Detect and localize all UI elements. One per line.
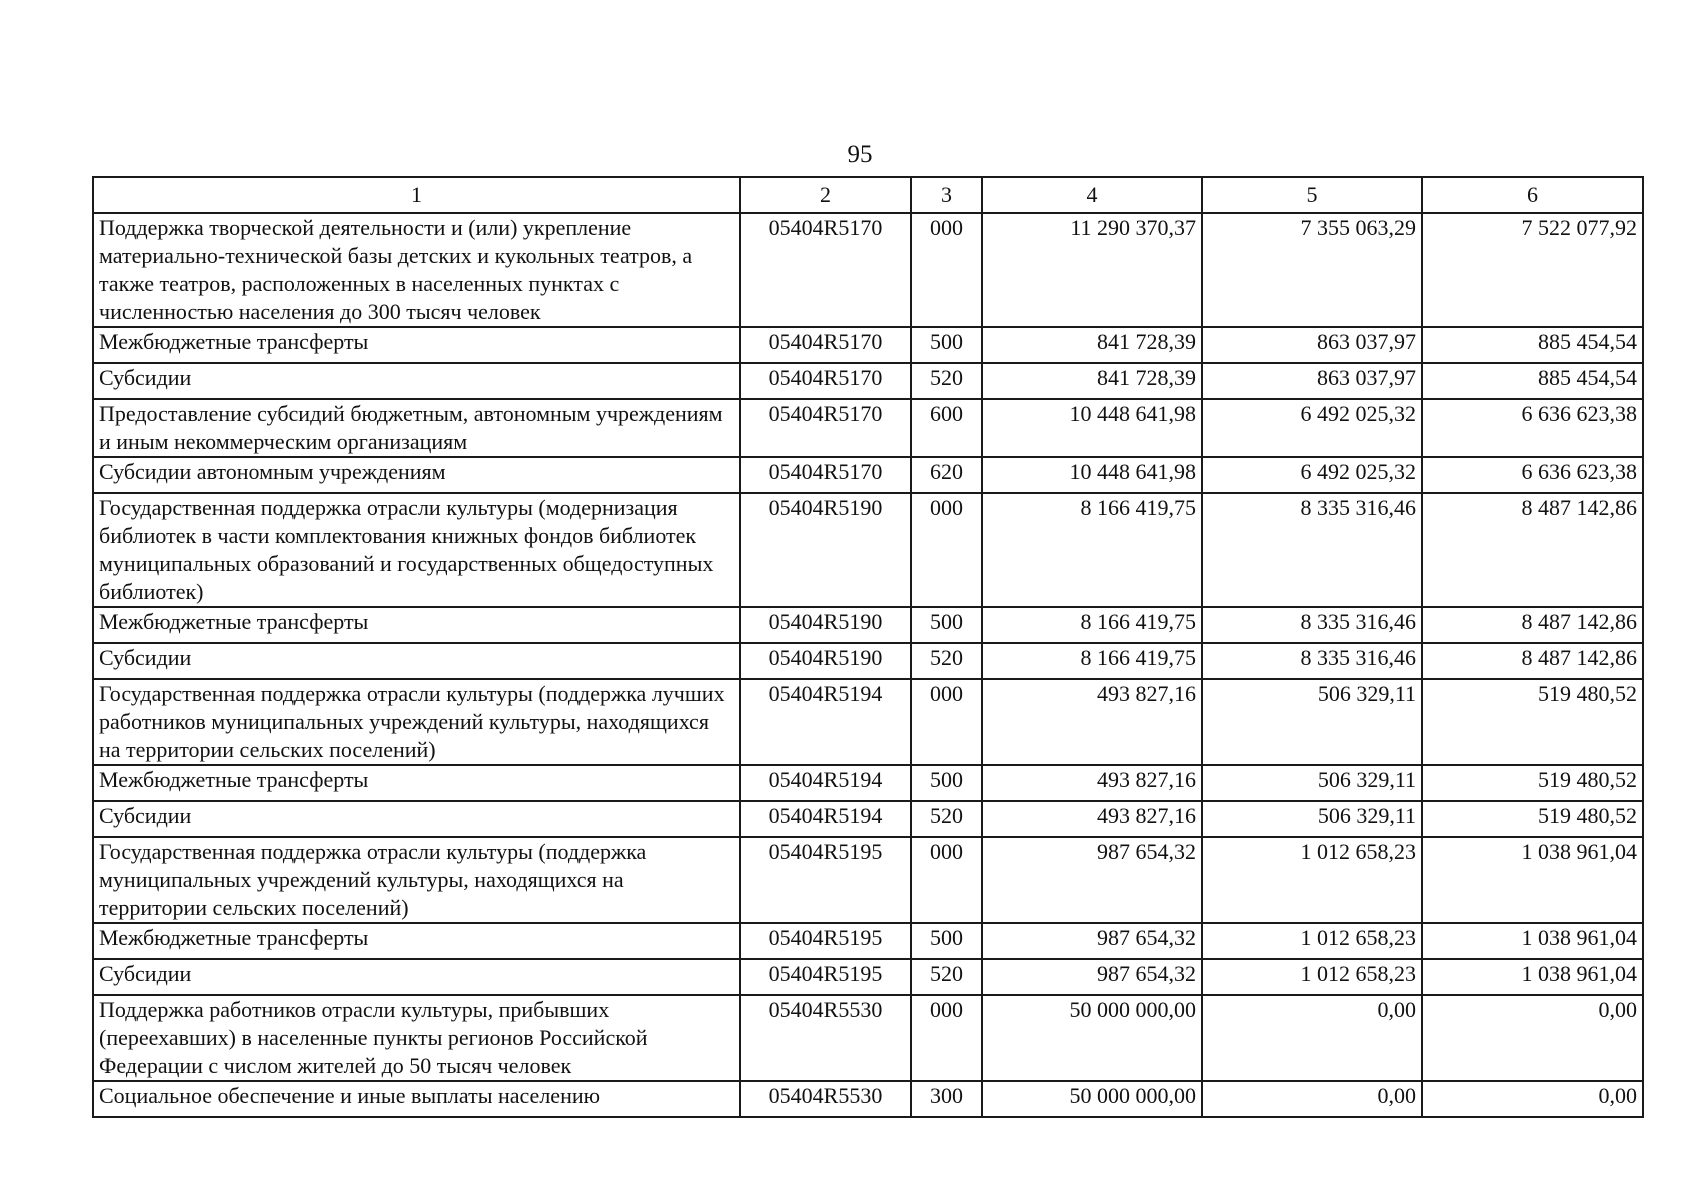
- table-row: [93, 679, 1643, 765]
- row-code: 05404R5195: [740, 837, 911, 923]
- row-code: 05404R5195: [740, 959, 911, 995]
- row-name: Межбюджетные трансферты: [93, 923, 740, 959]
- table-row: [93, 765, 1643, 801]
- row-type: 520: [911, 643, 982, 679]
- table-row: [93, 643, 1643, 679]
- table-row: [93, 493, 1643, 607]
- row-value-6: 8 487 142,86: [1422, 607, 1643, 643]
- row-value-5: 8 335 316,46: [1202, 643, 1422, 679]
- row-value-5: 506 329,11: [1202, 801, 1422, 837]
- row-name: Субсидии: [93, 363, 740, 399]
- row-value-4: 8 166 419,75: [982, 643, 1202, 679]
- row-code: 05404R5195: [740, 923, 911, 959]
- row-value-5: 8 335 316,46: [1202, 493, 1422, 607]
- row-value-4: 8 166 419,75: [982, 607, 1202, 643]
- table-row: [93, 607, 1643, 643]
- row-type: 500: [911, 923, 982, 959]
- row-value-4: 10 448 641,98: [982, 457, 1202, 493]
- row-name: Государственная поддержка отрасли культуры (модернизация библиотек в части комплектования книжных фондов библиотек муниципальных образований и государственных общедоступных библиотек): [93, 493, 740, 607]
- row-value-4: 987 654,32: [982, 923, 1202, 959]
- row-name: Предоставление субсидий бюджетным, автономным учреждениям и иным некоммерческим организациям: [93, 399, 740, 457]
- row-value-5: 1 012 658,23: [1202, 959, 1422, 995]
- row-name: Межбюджетные трансферты: [93, 765, 740, 801]
- row-value-6: 519 480,52: [1422, 801, 1643, 837]
- row-type: 500: [911, 327, 982, 363]
- row-name: Государственная поддержка отрасли культуры (поддержка муниципальных учреждений культуры, находящихся на территории сельских поселений): [93, 837, 740, 923]
- row-value-4: 50 000 000,00: [982, 995, 1202, 1081]
- row-value-5: 506 329,11: [1202, 679, 1422, 765]
- row-value-5: 863 037,97: [1202, 363, 1422, 399]
- row-name: Субсидии: [93, 801, 740, 837]
- row-code: 05404R5190: [740, 607, 911, 643]
- table-row: [93, 363, 1643, 399]
- column-header: 6: [1422, 177, 1643, 213]
- row-name: Субсидии: [93, 959, 740, 995]
- row-value-5: 1 012 658,23: [1202, 837, 1422, 923]
- row-value-4: 841 728,39: [982, 327, 1202, 363]
- row-value-4: 493 827,16: [982, 679, 1202, 765]
- row-name: Субсидии автономным учреждениям: [93, 457, 740, 493]
- row-type: 000: [911, 213, 982, 327]
- row-value-6: 885 454,54: [1422, 363, 1643, 399]
- row-code: 05404R5170: [740, 327, 911, 363]
- row-name: Поддержка работников отрасли культуры, прибывших (переехавших) в населенные пункты регионов Российской Федерации с числом жителей до 50 тысяч человек: [93, 995, 740, 1081]
- row-value-4: 493 827,16: [982, 801, 1202, 837]
- row-type: 620: [911, 457, 982, 493]
- row-name: Государственная поддержка отрасли культуры (поддержка лучших работников муниципальных учреждений культуры, находящихся на территории сельских поселений): [93, 679, 740, 765]
- table-row: [93, 995, 1643, 1081]
- row-code: 05404R5194: [740, 679, 911, 765]
- row-type: 600: [911, 399, 982, 457]
- row-value-6: 885 454,54: [1422, 327, 1643, 363]
- row-type: 000: [911, 679, 982, 765]
- row-name: Социальное обеспечение и иные выплаты населению: [93, 1081, 740, 1117]
- row-value-4: 987 654,32: [982, 837, 1202, 923]
- row-value-5: 863 037,97: [1202, 327, 1422, 363]
- row-value-6: 8 487 142,86: [1422, 493, 1643, 607]
- table-row: [93, 327, 1643, 363]
- row-code: 05404R5170: [740, 363, 911, 399]
- column-header: 5: [1202, 177, 1422, 213]
- row-name: Поддержка творческой деятельности и (или) укрепление материально-технической базы детских и кукольных театров, а также театров, расположенных в населенных пунктах с численностью населения до 300 тысяч человек: [93, 213, 740, 327]
- row-value-5: 8 335 316,46: [1202, 607, 1422, 643]
- row-type: 300: [911, 1081, 982, 1117]
- row-type: 000: [911, 493, 982, 607]
- table-row: [93, 1081, 1643, 1117]
- row-code: 05404R5530: [740, 1081, 911, 1117]
- row-code: 05404R5170: [740, 213, 911, 327]
- table-row: [93, 923, 1643, 959]
- column-header: 4: [982, 177, 1202, 213]
- row-code: 05404R5530: [740, 995, 911, 1081]
- page-number: 95: [847, 141, 873, 168]
- row-type: 520: [911, 363, 982, 399]
- row-value-5: 0,00: [1202, 1081, 1422, 1117]
- row-value-4: 8 166 419,75: [982, 493, 1202, 607]
- row-type: 500: [911, 607, 982, 643]
- row-value-5: 6 492 025,32: [1202, 399, 1422, 457]
- row-value-4: 987 654,32: [982, 959, 1202, 995]
- table-row: [93, 959, 1643, 995]
- column-header: 1: [93, 177, 740, 213]
- row-value-6: 1 038 961,04: [1422, 923, 1643, 959]
- row-value-6: 8 487 142,86: [1422, 643, 1643, 679]
- row-value-6: 1 038 961,04: [1422, 837, 1643, 923]
- row-type: 520: [911, 959, 982, 995]
- row-value-5: 6 492 025,32: [1202, 457, 1422, 493]
- row-code: 05404R5190: [740, 493, 911, 607]
- row-value-6: 7 522 077,92: [1422, 213, 1643, 327]
- row-code: 05404R5190: [740, 643, 911, 679]
- column-header: 3: [911, 177, 982, 213]
- row-type: 520: [911, 801, 982, 837]
- row-value-5: 1 012 658,23: [1202, 923, 1422, 959]
- table-row: [93, 457, 1643, 493]
- row-value-5: 7 355 063,29: [1202, 213, 1422, 327]
- row-name: Межбюджетные трансферты: [93, 607, 740, 643]
- row-type: 000: [911, 837, 982, 923]
- row-code: 05404R5170: [740, 457, 911, 493]
- row-value-4: 10 448 641,98: [982, 399, 1202, 457]
- row-value-6: 0,00: [1422, 1081, 1643, 1117]
- table-row: [93, 837, 1643, 923]
- row-value-6: 0,00: [1422, 995, 1643, 1081]
- row-type: 500: [911, 765, 982, 801]
- budget-table: [92, 176, 1644, 1118]
- row-value-5: 506 329,11: [1202, 765, 1422, 801]
- row-type: 000: [911, 995, 982, 1081]
- table-row: [93, 399, 1643, 457]
- table-header-row: [93, 177, 1643, 213]
- row-value-5: 0,00: [1202, 995, 1422, 1081]
- row-value-4: 11 290 370,37: [982, 213, 1202, 327]
- row-code: 05404R5194: [740, 765, 911, 801]
- row-code: 05404R5170: [740, 399, 911, 457]
- row-value-4: 50 000 000,00: [982, 1081, 1202, 1117]
- row-value-6: 519 480,52: [1422, 679, 1643, 765]
- column-header: 2: [740, 177, 911, 213]
- row-value-6: 6 636 623,38: [1422, 399, 1643, 457]
- table-row: [93, 801, 1643, 837]
- row-name: Межбюджетные трансферты: [93, 327, 740, 363]
- row-value-4: 841 728,39: [982, 363, 1202, 399]
- row-name: Субсидии: [93, 643, 740, 679]
- row-value-6: 6 636 623,38: [1422, 457, 1643, 493]
- table-row: [93, 213, 1643, 327]
- row-value-6: 1 038 961,04: [1422, 959, 1643, 995]
- row-value-4: 493 827,16: [982, 765, 1202, 801]
- row-code: 05404R5194: [740, 801, 911, 837]
- row-value-6: 519 480,52: [1422, 765, 1643, 801]
